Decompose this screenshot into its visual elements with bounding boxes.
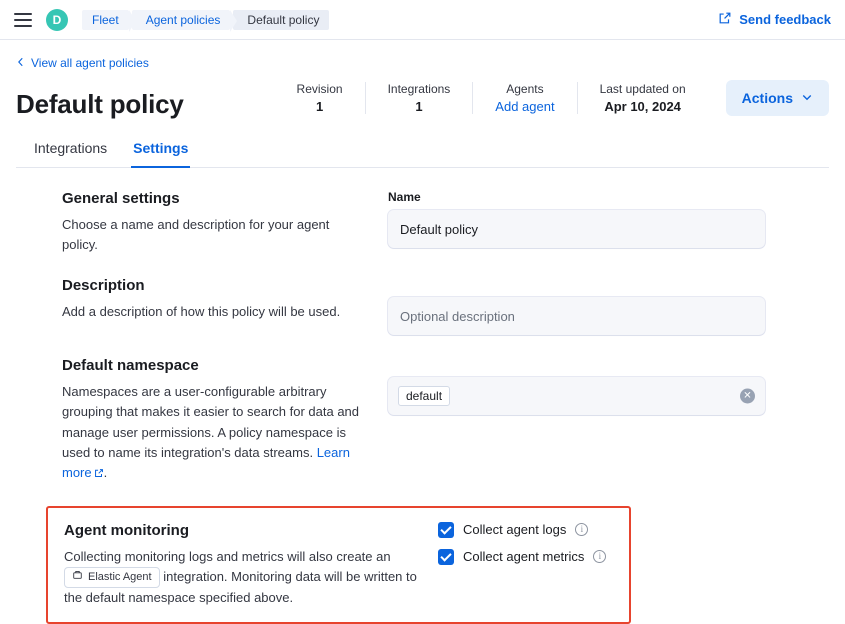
chevron-down-icon — [801, 90, 813, 106]
breadcrumb-item-agent-policies[interactable]: Agent policies — [132, 10, 231, 30]
general-settings-title: General settings — [62, 190, 180, 207]
learn-more-label: Learn more — [62, 444, 350, 480]
tab-integrations[interactable]: Integrations — [34, 140, 108, 156]
section-default-namespace — [16, 357, 829, 506]
policy-stats — [275, 80, 829, 116]
stat-revision-label: Revision — [296, 82, 343, 96]
elastic-agent-badge — [64, 567, 160, 588]
settings-content — [0, 168, 845, 624]
stat-revision-value: 1 — [315, 99, 324, 114]
chevron-left-icon — [16, 56, 26, 70]
elastic-agent-icon — [72, 569, 83, 586]
tab-bar — [16, 134, 829, 168]
agent-monitoring-options — [438, 522, 629, 608]
back-link-label: View all agent policies — [31, 56, 149, 70]
agent-monitoring-description-part1: Collecting monitoring logs and metrics will also create an — [64, 548, 391, 564]
send-feedback-button[interactable] — [718, 11, 831, 28]
stat-integrations-label: Integrations — [387, 82, 451, 96]
namespace-description — [62, 382, 360, 484]
stat-last-updated-label: Last updated on — [599, 82, 686, 96]
stat-integrations-value: 1 — [415, 99, 423, 114]
menu-icon[interactable] — [14, 13, 32, 27]
view-all-agent-policies-link[interactable] — [16, 56, 149, 70]
avatar[interactable]: D — [46, 9, 68, 31]
description-text — [16, 277, 388, 335]
actions-button-label: Actions — [741, 90, 793, 106]
collect-agent-logs-row — [438, 522, 619, 538]
name-input[interactable] — [388, 210, 765, 248]
section-agent-monitoring — [46, 506, 631, 624]
header-main-row — [16, 80, 829, 120]
page-header — [0, 40, 845, 168]
agent-monitoring-text — [48, 522, 438, 608]
close-icon[interactable]: ✕ — [740, 389, 755, 404]
breadcrumb-item-fleet[interactable]: Fleet — [82, 10, 129, 30]
top-navigation-bar — [0, 0, 845, 40]
send-feedback-label: Send feedback — [739, 12, 831, 27]
topbar-right-group — [718, 11, 831, 28]
elastic-agent-badge-label: Elastic Agent — [88, 571, 152, 584]
general-settings-field — [388, 190, 829, 255]
namespace-description-period: . — [103, 464, 108, 480]
add-agent-link[interactable]: Add agent — [495, 99, 555, 114]
namespace-title: Default namespace — [62, 357, 199, 375]
namespace-pill[interactable]: default — [398, 386, 450, 406]
section-general-settings — [16, 190, 829, 277]
description-input[interactable] — [388, 297, 765, 335]
stat-last-updated — [578, 82, 708, 114]
collect-agent-metrics-row — [438, 549, 619, 565]
agent-monitoring-description-part2: integration. Monitoring data will be written to the default namespace specified above. — [64, 569, 417, 606]
namespace-text — [16, 357, 388, 484]
general-settings-description: Choose a name and description for your agent policy. — [62, 217, 330, 253]
section-description — [16, 277, 829, 357]
description-field — [388, 277, 829, 335]
info-icon[interactable]: i — [575, 523, 588, 536]
general-settings-text — [16, 190, 388, 255]
collect-agent-metrics-label: Collect agent metrics — [463, 549, 585, 565]
collect-agent-logs-checkbox[interactable] — [438, 522, 454, 538]
collect-agent-metrics-checkbox[interactable] — [438, 549, 454, 565]
agent-monitoring-title: Agent monitoring — [64, 521, 189, 539]
name-field-label: Name — [388, 190, 421, 204]
stat-integrations — [366, 82, 474, 114]
namespace-combobox[interactable] — [388, 377, 765, 415]
stat-last-updated-value: Apr 10, 2024 — [604, 99, 681, 114]
namespace-description-text: Namespaces are a user-configurable arbitrary grouping that makes it easier to search for data and manage user permissions. A policy namespace is used to name its integration's data streams. — [62, 384, 360, 460]
description-description: Add a description of how this policy will be used. — [62, 304, 341, 320]
description-title: Description — [62, 277, 145, 295]
stat-revision — [275, 82, 366, 114]
stat-agents — [473, 82, 577, 114]
info-icon[interactable]: i — [593, 550, 606, 563]
collect-agent-logs-label: Collect agent logs — [463, 522, 567, 538]
breadcrumb-item-default-policy[interactable]: Default policy — [233, 10, 329, 30]
external-link-icon — [94, 464, 104, 484]
external-link-icon — [718, 11, 732, 28]
stat-agents-label: Agents — [506, 82, 544, 96]
breadcrumb — [82, 10, 332, 30]
namespace-field — [388, 357, 829, 484]
page-title: Default policy — [16, 88, 184, 119]
actions-button[interactable] — [726, 80, 829, 116]
agent-monitoring-description — [64, 547, 418, 608]
tab-settings[interactable]: Settings — [131, 134, 190, 168]
